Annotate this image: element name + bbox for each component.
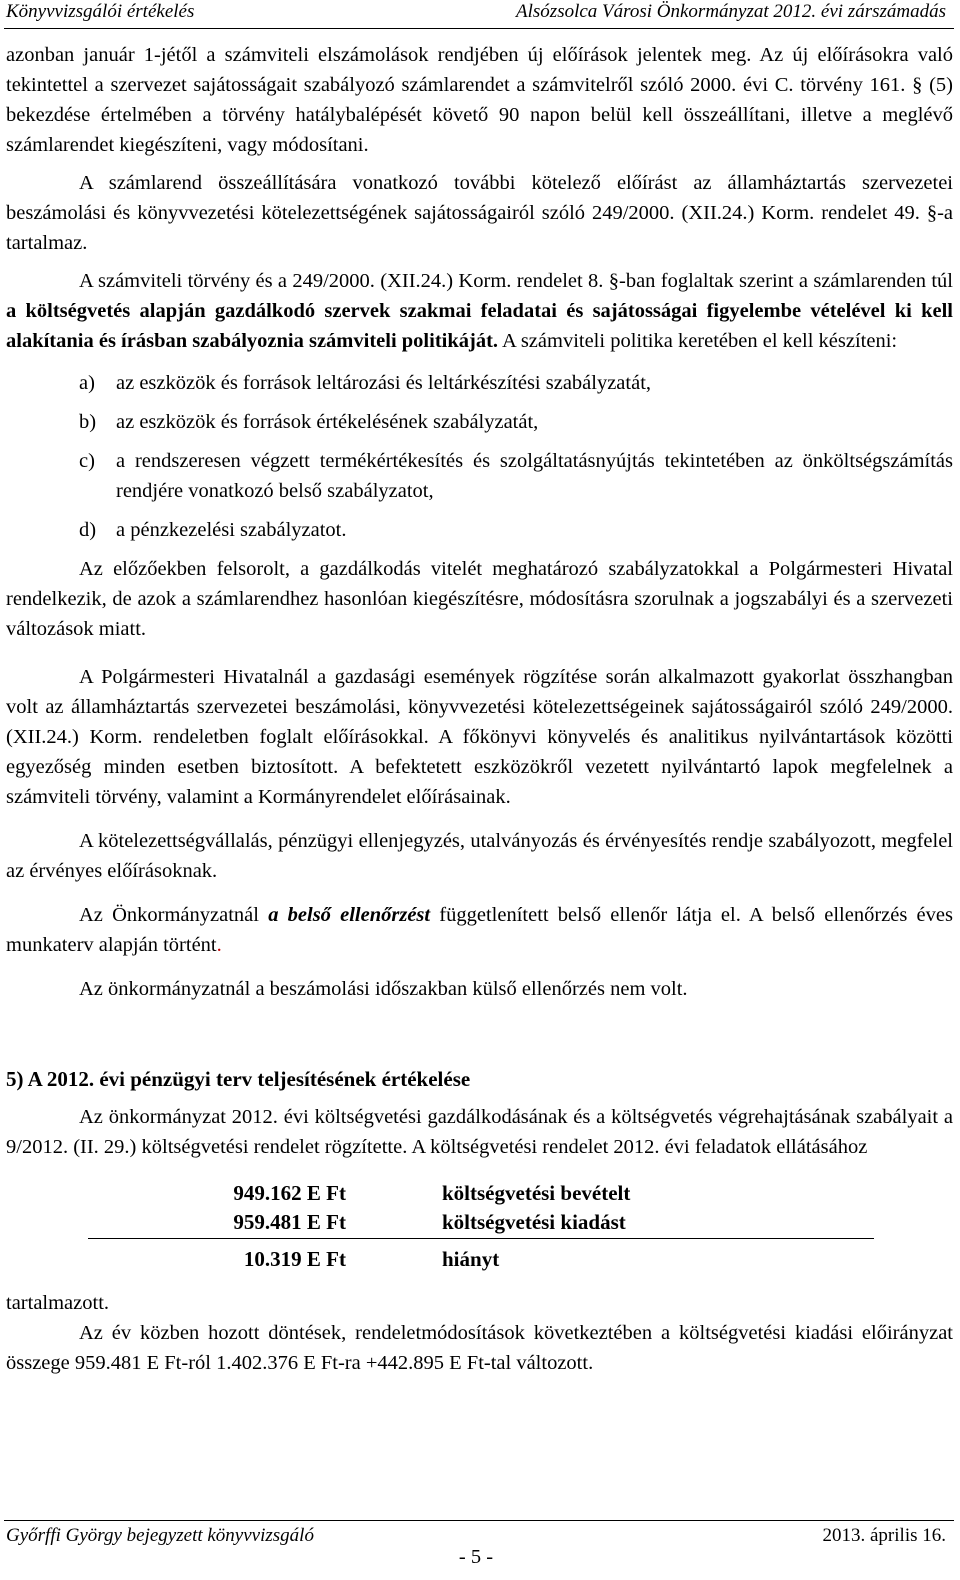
paragraph-6: A kötelezettségvállalás, pénzügyi ellenjegyzés, utalványozás és érvényesítés rendje szabályozott, megfelel az érvényes előírásoknak.	[6, 830, 953, 882]
list-text: az eszközök és források leltározási és leltárkészítési szabályzatát,	[116, 372, 652, 394]
document-body	[6, 40, 953, 1378]
figure-label: hiányt	[442, 1247, 500, 1271]
page-footer	[6, 1520, 946, 1580]
footer-author: Győrffi György bejegyzett könyvvizsgáló	[6, 1525, 314, 1546]
footer-date: 2013. április 16.	[822, 1525, 946, 1546]
paragraph-11: Az év közben hozott döntések, rendeletmódosítások következtében a költségvetési kiadási előirányzat összege 959.481 E Ft-ról 1.402.376 E Ft-ra +442.895 E Ft-tal változott.	[6, 1322, 953, 1374]
figure-label: költségvetési bevételt	[442, 1181, 631, 1205]
list-text: a pénzkezelési szabályzatot.	[116, 519, 347, 541]
list-marker: b)	[79, 411, 97, 433]
paragraph-7-pre: Az Önkormányzatnál	[79, 904, 269, 926]
paragraph-3-post: A számviteli politika keretében el kell készíteni:	[498, 330, 898, 352]
page-number: - 5 -	[458, 1546, 494, 1568]
paragraph-9: Az önkormányzat 2012. évi költségvetési gazdálkodásának és a költségvetés végrehajtásának szabályait a 9/2012. (II. 29.) költségvetési rendelet rögzítette. A költségvetési rendelet 2012. évi feladatok ellátásához	[6, 1106, 953, 1158]
header-right-title: Alsózsolca Városi Önkormányzat 2012. évi zárszámadás	[516, 1, 946, 22]
paragraph-3	[6, 266, 953, 356]
figure-amount: 10.319 E Ft	[243, 1247, 346, 1271]
list-marker: d)	[79, 519, 97, 541]
paragraph-5: A Polgármesteri Hivatalnál a gazdasági események rögzítése során alkalmazott gyakorlat összhangban volt az államháztartás szervezetei beszámolási, könyvvezetési kötelezettségeinek sajátosságairól szóló 249/2000. (XII.24.) Korm. rendeletben foglalt előírásokkal. A főkönyvi könyvelés és analitikus nyilvántartások közötti egyezőség minden esetben biztosított. A befektetett eszközökről vezetett nyilvántartó lapok megfelelnek a számviteli törvény, valamint a Kormányrendelet előírásainak.	[6, 666, 953, 808]
paragraph-7-emphasis: a belső ellenőrzést	[268, 904, 431, 926]
figure-label: költségvetési kiadást	[442, 1210, 626, 1234]
paragraph-3-pre: A számviteli törvény és a 249/2000. (XII.24.) Korm. rendelet 8. §-ban foglaltak szerint a számlarenden túl	[79, 270, 953, 292]
section-title: 5) A 2012. évi pénzügyi terv teljesítésének értékelése	[6, 1067, 471, 1091]
figure-amount: 949.162 E Ft	[233, 1181, 346, 1205]
list-item	[6, 368, 953, 398]
list-item	[6, 515, 953, 545]
paragraph-2: A számlarend összeállítására vonatkozó további kötelező előírást az államháztartás szervezetei beszámolási és könyvvezetési kötelezettségének sajátosságairól szóló 249/2000. (XII.24.) Korm. rendelet 49. §-a tartalmaz.	[6, 172, 953, 254]
paragraph-4: Az előzőekben felsorolt, a gazdálkodás vitelét meghatározó szabályzatokkal a Polgármesteri Hivatal rendelkezik, de azok a számlarendhez hasonlóan kiegészítésre, módosításra szorulnak a jogszabályi és a szervezeti változások miatt.	[6, 558, 953, 640]
paragraph-10: tartalmazott.	[6, 1292, 110, 1314]
list-text: az eszközök és források értékelésének szabályzatát,	[116, 411, 539, 433]
paragraph-1: azonban január 1-jétől a számviteli elszámolások rendjében új előírások jelentek meg. Az új előírásokra való tekintettel a szervezet sajátosságait szabályozó számlarendet a számvitelről szóló 2000. évi C. törvény 161. § (5) bekezdése értelmében a törvény hatálybalépését követő 90 napon belül kell összeállítani, illetve a meglévő számlarendet kiegészíteni, vagy módosítani.	[6, 44, 953, 156]
list-text: a rendszeresen végzett termékértékesítés és szolgáltatásnyújtás tekintetében az önköltségszámítás rendjére vonatkozó belső szabályzatot,	[116, 450, 953, 502]
list-item	[6, 446, 953, 506]
paragraph-3-bold: a költségvetés alapján gazdálkodó szervek szakmai feladatai és sajátosságai figyelembe vételével ki kell alakítania és írásban szabályoznia számviteli politikáját.	[6, 300, 953, 352]
paragraph-7-dot: .	[216, 934, 222, 956]
figure-amount: 959.481 E Ft	[233, 1210, 346, 1234]
budget-figures	[6, 1174, 953, 1288]
paragraph-7-post: függetlenített belső ellenőr látja el. A belső ellenőrzés éves munkaterv alapján történt	[6, 904, 953, 956]
header-left-title: Könyvvizsgálói értékelés	[6, 1, 195, 22]
list-item	[6, 407, 953, 437]
header-rule	[4, 28, 954, 29]
figures-underline	[88, 1238, 874, 1239]
page-header	[0, 0, 960, 26]
footer-rule	[4, 1520, 954, 1521]
list-marker: c)	[79, 450, 95, 472]
paragraph-7	[6, 900, 953, 960]
list-marker: a)	[79, 372, 95, 394]
required-documents-list	[6, 368, 953, 545]
paragraph-8: Az önkormányzatnál a beszámolási időszakban külső ellenőrzés nem volt.	[79, 978, 688, 1000]
